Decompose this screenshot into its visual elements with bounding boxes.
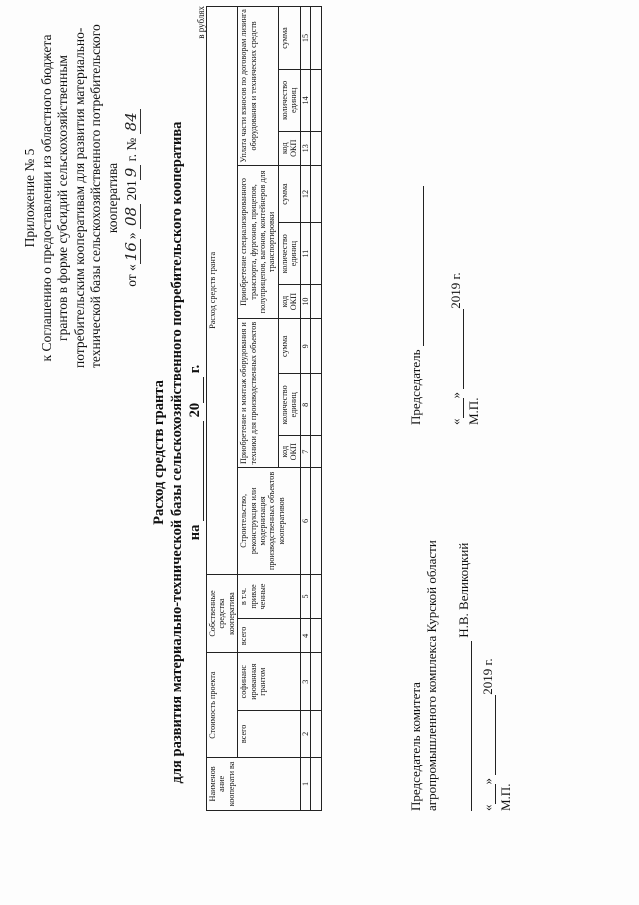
table-row <box>311 7 322 811</box>
appendix-line: к Соглашению о предоставлении из областного бюджета <box>38 34 54 362</box>
date-quote: « <box>480 804 495 811</box>
date-quote: » <box>448 392 463 399</box>
column-number: 15 <box>300 7 310 70</box>
handwritten-day: 16 <box>122 239 141 264</box>
title-line-2: для развития материально-технической базы сельскохозяйственного потребительского кооператива <box>169 121 185 784</box>
column-number-row <box>300 7 310 811</box>
header-grant-expense: Расход средств гранта <box>207 7 238 575</box>
header-own-all: всего <box>238 619 300 653</box>
column-number: 6 <box>300 468 310 574</box>
title-line-1: Расход средств гранта <box>151 380 167 525</box>
appendix-line: грантов в форме субсидий сельскохозяйственным <box>55 55 70 341</box>
cooperative-signature-line <box>408 125 424 425</box>
header-sum: сумма <box>278 319 300 374</box>
column-number: 7 <box>300 436 310 468</box>
header-code: код ОКП <box>278 131 300 165</box>
header-qty: количество единиц <box>278 223 300 285</box>
blank-line <box>495 785 496 805</box>
committee-name: агропромышленного комплекса Курской области <box>424 540 439 811</box>
header-own-attracted: в т.ч. привле ченные <box>238 574 300 619</box>
title-line-3 <box>186 0 204 905</box>
appendix-line: Приложение № 5 <box>22 148 37 248</box>
cooperative-chair-title: Председатель <box>408 349 423 425</box>
header-construction: Строительство, реконструкция или модернизация производственных объектов кооперативов <box>238 468 300 574</box>
column-number: 3 <box>300 653 310 711</box>
date-sep: » <box>124 232 139 240</box>
stamp-place: М.П. <box>498 783 513 811</box>
date-quote: » <box>480 778 495 785</box>
signature-date <box>480 451 496 811</box>
signature-blank <box>423 186 424 346</box>
blank-line <box>203 421 204 521</box>
column-number: 1 <box>300 757 310 810</box>
signature-date <box>448 125 464 425</box>
column-number: 9 <box>300 319 310 374</box>
handwritten-year-digit: 9 <box>122 165 141 181</box>
appendix-line: технической базы сельскохозяйственного потребительского <box>88 24 103 368</box>
header-sum: сумма <box>278 165 300 223</box>
signature-block-committee <box>408 451 514 811</box>
appendix-line: кооператива <box>104 162 120 234</box>
appendix-header <box>22 24 141 368</box>
date-year: 2019 г. <box>480 658 495 695</box>
header-own-funds: Собственные средства кооператива <box>207 574 238 653</box>
date-year-suffix: г. № <box>124 137 139 162</box>
column-number: 5 <box>300 574 310 619</box>
signer-name: Н.В. Великоцкий <box>456 542 471 638</box>
stamp-place: М.П. <box>466 397 481 425</box>
signature-line <box>456 451 472 811</box>
column-number: 8 <box>300 374 310 436</box>
committee-chair-title: Председатель комитета <box>408 682 423 811</box>
column-number: 14 <box>300 69 310 131</box>
blank-line <box>463 309 464 389</box>
column-number: 2 <box>300 710 310 757</box>
grant-expense-table <box>206 6 322 811</box>
header-qty: количество единиц <box>278 374 300 436</box>
column-number: 11 <box>300 223 310 285</box>
signature-block-cooperative <box>408 125 482 425</box>
title-prefix: на <box>187 524 203 541</box>
appendix-line: потребительским кооперативам для развития материально- <box>71 27 87 368</box>
date-year-prefix: 201 <box>124 180 139 201</box>
blank-line <box>495 695 496 775</box>
title-year-prefix: 20 <box>187 402 203 418</box>
handwritten-number: 84 <box>122 109 141 134</box>
handwritten-month: 08 <box>122 204 141 229</box>
header-cost-all: всего <box>238 710 300 757</box>
column-number: 4 <box>300 619 310 653</box>
unit-label: в рублях <box>196 6 206 39</box>
date-quote: « <box>448 418 463 425</box>
header-sum: сумма <box>278 7 300 70</box>
blank-line <box>203 377 204 403</box>
blank-line <box>463 399 464 419</box>
header-cost: Стоимость проекта <box>207 653 238 757</box>
column-number: 13 <box>300 131 310 165</box>
header-transport: Приобретение специализированного транспорта, фургонов, прицепов, полуприцепов, вагонов, контейнеров для транспортировки <box>238 165 279 318</box>
agreement-date-line <box>123 28 141 368</box>
header-cost-cofinanced: софинанс ированная грантом <box>238 653 300 711</box>
header-qty: количество единиц <box>278 69 300 131</box>
header-code: код ОКП <box>278 285 300 319</box>
title-suffix: г. <box>187 364 203 374</box>
column-number: 10 <box>300 285 310 319</box>
column-number: 12 <box>300 165 310 223</box>
header-name: Наименов ание кооперати ва <box>207 757 301 810</box>
header-equipment: Приобретение и монтаж оборудования и техники для производственных объектов <box>238 319 279 468</box>
date-prefix: от « <box>124 264 139 287</box>
header-leasing: Уплата части взносов по договорам лизинга оборудования и технических средств <box>238 7 279 166</box>
date-year: 2019 г. <box>448 272 463 309</box>
signature-blank <box>471 641 472 811</box>
header-code: код ОКП <box>278 436 300 468</box>
document-title <box>150 0 204 905</box>
